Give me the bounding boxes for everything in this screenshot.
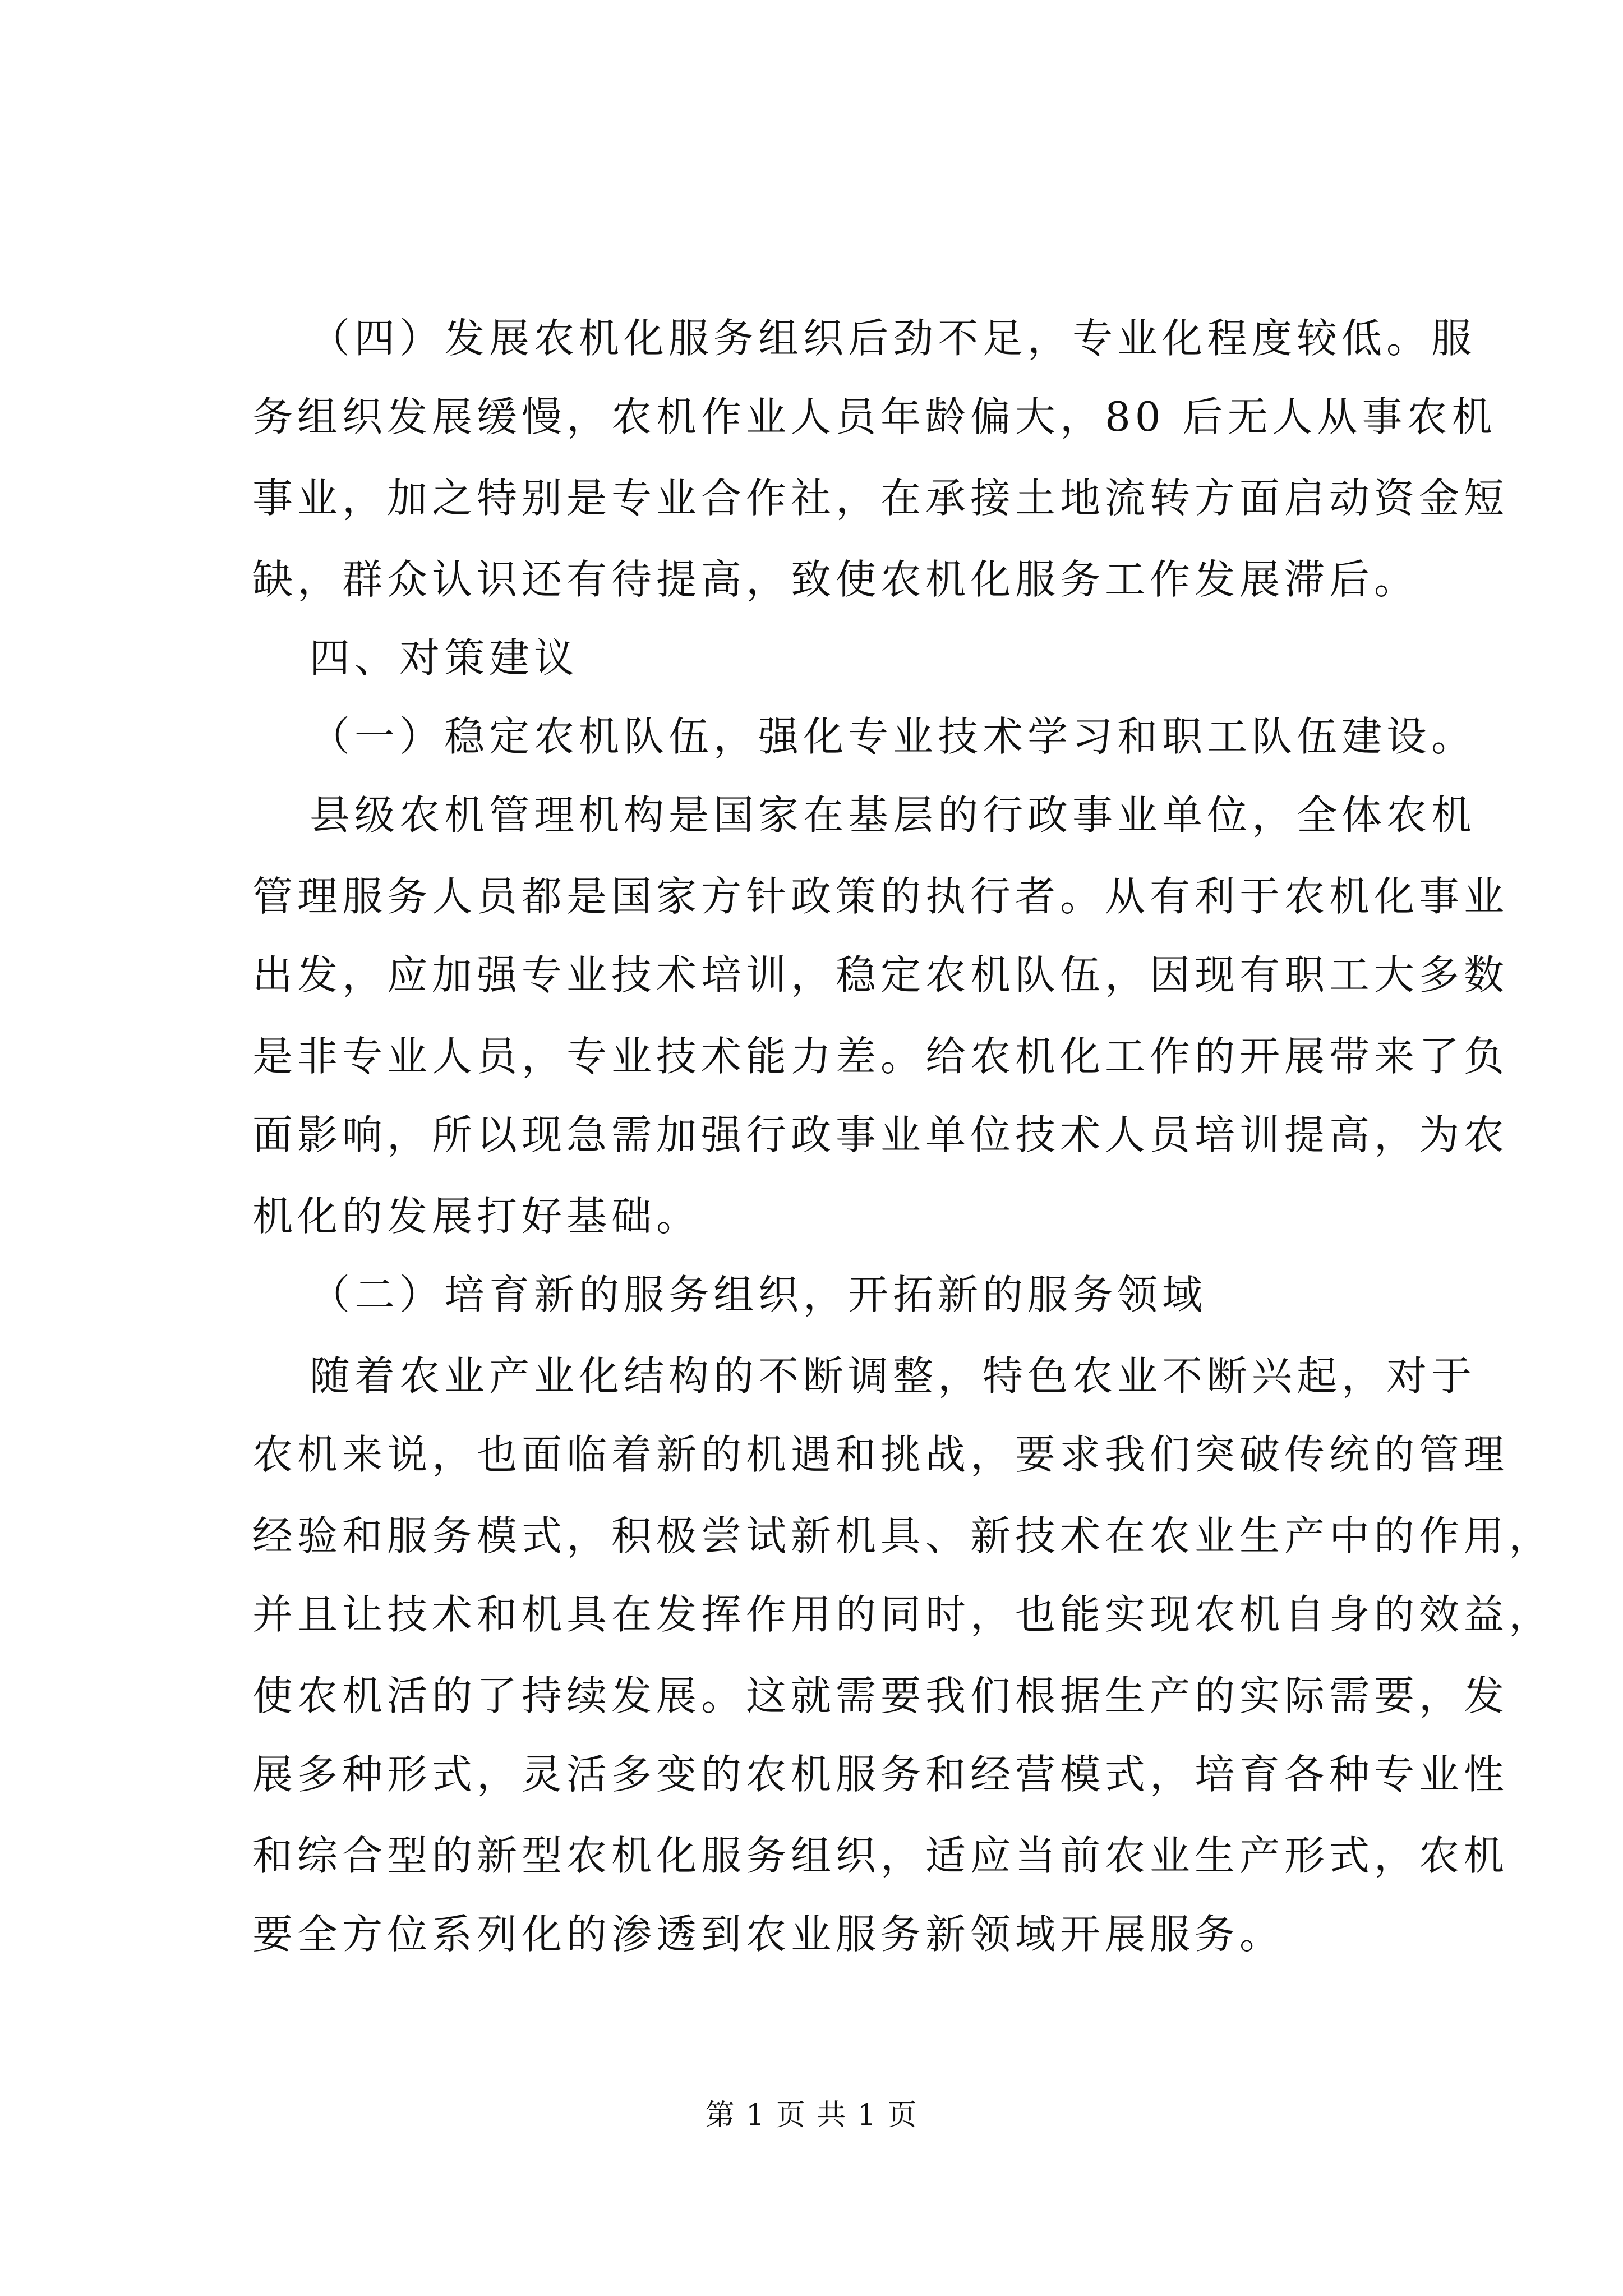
text-line: 务组织发展缓慢，农机作业人员年龄偏大，80 后无人从事农机	[252, 393, 1497, 440]
text-line: 和综合型的新型农机化服务组织，适应当前农业生产形式，农机	[252, 1832, 1509, 1879]
text-line: 事业，加之特别是专业合作社，在承接土地流转方面启动资金短	[252, 475, 1509, 522]
text-line: 出发，应加强专业技术培训，稳定农机队伍，因现有职工大多数	[252, 951, 1509, 999]
text-line: 并且让技术和机具在发挥作用的同时，也能实现农机自身的效益，	[252, 1591, 1554, 1638]
subsection-heading: （一）稳定农机队伍，强化专业技术学习和职工队伍建设。	[310, 713, 1477, 760]
text-line: （四）发展农机化服务组织后劲不足，专业化程度较低。服	[310, 315, 1477, 362]
text-line: 农机来说，也面临着新的机遇和挑战，要求我们突破传统的管理	[252, 1431, 1509, 1478]
section-heading: 四、对策建议	[310, 634, 579, 682]
text-line: 要全方位系列化的渗透到农业服务新领域开展服务。	[252, 1911, 1285, 1958]
text-line: 面影响，所以现急需加强行政事业单位技术人员培训提高，为农	[252, 1111, 1509, 1158]
text-line: 机化的发展打好基础。	[252, 1193, 702, 1240]
text-line: 使农机活的了持续发展。这就需要我们根据生产的实际需要，发	[252, 1672, 1509, 1719]
subsection-heading: （二）培育新的服务组织，开拓新的服务领域	[310, 1271, 1207, 1318]
text-line: 经验和服务模式，积极尝试新机具、新技术在农业生产中的作用，	[252, 1512, 1554, 1559]
text-line: 展多种形式，灵活多变的农机服务和经营模式，培育各种专业性	[252, 1751, 1509, 1798]
text-line: 县级农机管理机构是国家在基层的行政事业单位，全体农机	[310, 792, 1477, 839]
text-line: 随着农业产业化结构的不断调整，特色农业不断兴起，对于	[310, 1352, 1477, 1400]
page-footer: 第 1 页 共 1 页	[705, 2099, 918, 2132]
text-line: 是非专业人员，专业技术能力差。给农机化工作的开展带来了负	[252, 1033, 1509, 1080]
text-line: 缺，群众认识还有待提高，致使农机化服务工作发展滞后。	[252, 556, 1419, 603]
text-line: 管理服务人员都是国家方针政策的执行者。从有利于农机化事业	[252, 873, 1509, 920]
